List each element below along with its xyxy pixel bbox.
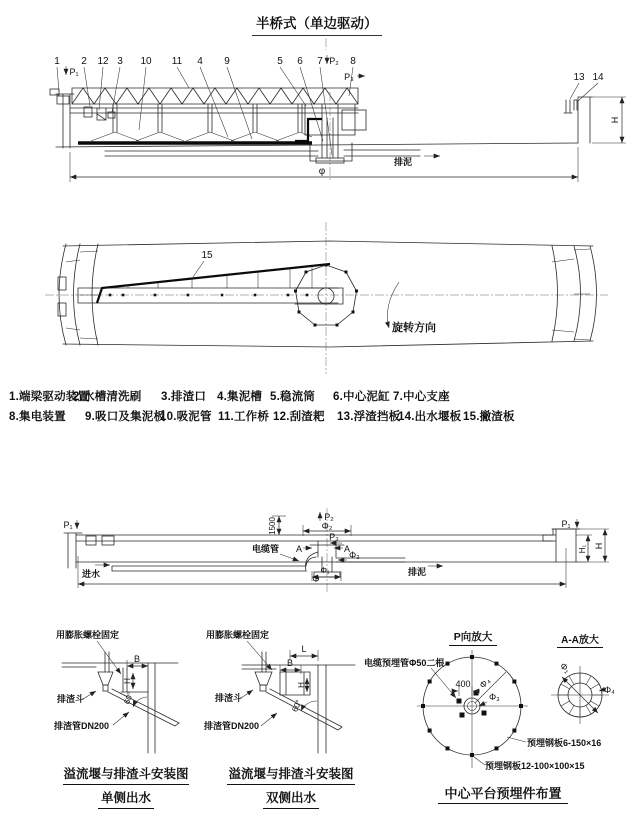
d2-dim-l xyxy=(290,644,318,661)
callout-15-leader xyxy=(193,261,204,277)
dim-h1-right xyxy=(576,529,609,562)
legend-item: 3.排渣口 xyxy=(161,391,207,403)
lower-pipes xyxy=(112,552,405,571)
aa-phi4-label: Φ₄ xyxy=(604,685,615,695)
p1-left-label: P₁ xyxy=(63,520,73,530)
p-plate1-note: 预埋钢板6-150×16 xyxy=(527,738,602,748)
plan-view xyxy=(45,222,608,374)
dim-h-label: H xyxy=(610,116,620,124)
d1-pipe-leader xyxy=(113,712,129,725)
phi-label: Φ xyxy=(312,574,320,584)
d1-bolt-note: 用膨胀螺栓固定 xyxy=(56,630,120,640)
d2-angle-label: 60° xyxy=(290,698,304,714)
top-elevation-view xyxy=(50,38,626,182)
sludge-out-text: 排泥 xyxy=(394,157,413,167)
cable-leader xyxy=(280,554,299,561)
callout-10: 10 xyxy=(140,56,152,67)
p-plate2-note: 预埋钢板12-100×100×15 xyxy=(485,761,585,771)
dim-H-right xyxy=(592,97,626,143)
callout-2: 2 xyxy=(81,56,87,67)
d2-hopper-leader xyxy=(241,690,253,698)
d1-h-label: H xyxy=(123,678,132,684)
center-column-assembly xyxy=(295,92,420,182)
dim-phi-label: φ xyxy=(318,166,326,177)
callout-9: 9 xyxy=(224,56,230,67)
section-a-left: A xyxy=(295,544,303,554)
h-label-lower: H xyxy=(594,542,604,550)
plan-tank-walls xyxy=(58,241,597,347)
p-cable-leader xyxy=(431,668,456,698)
aa-linework xyxy=(551,666,609,724)
legend-item: 14.出水堰板 xyxy=(398,411,462,423)
d2-l-label: L xyxy=(301,644,307,654)
d2-pipe-leader xyxy=(261,713,277,726)
dim-h-right-lower xyxy=(594,529,605,562)
p3-label-top: P₃ xyxy=(344,72,354,82)
dim-1500 xyxy=(268,516,286,535)
sludge-out-label-top xyxy=(393,156,440,167)
rotation-direction xyxy=(387,282,436,334)
callout-14: 14 xyxy=(592,72,604,83)
p-400-label: 400 xyxy=(455,679,471,689)
d1-dim-b xyxy=(127,654,148,670)
d1-hopper-leader xyxy=(83,691,96,699)
dim-phi2 xyxy=(303,521,351,536)
legend-item: 11.工作桥 xyxy=(218,411,270,423)
legend-item: 4.集泥槽 xyxy=(217,391,263,403)
legend-item: 10.吸泥管 xyxy=(160,411,212,423)
legend-item: 1.端梁驱动装置 xyxy=(9,391,90,403)
legend-item: 8.集电装置 xyxy=(9,411,66,423)
p-phi3-leader xyxy=(479,702,487,706)
callout-6: 6 xyxy=(297,56,303,67)
callout-3: 3 xyxy=(117,56,123,67)
p1-right-label: P₁ xyxy=(561,519,571,529)
legend-item: 6.中心泥缸 xyxy=(333,391,390,403)
d2-bolt-note: 用膨胀螺栓固定 xyxy=(206,630,270,640)
legend-item: 2.水槽清洗刷 xyxy=(73,391,142,403)
legend-item: 7.中心支座 xyxy=(393,391,450,403)
skimmer-blade xyxy=(97,264,330,303)
detail-single-outlet xyxy=(53,629,179,753)
caption-subtitle: 双侧出水 xyxy=(263,788,319,809)
caption-title: 溢流堰与排渣斗安装图 xyxy=(63,764,189,785)
p2-label-top: P₂ xyxy=(329,56,339,66)
p-phi4-label: Φ₄ xyxy=(477,675,493,691)
p-phi3-label: Φ₃ xyxy=(489,692,500,702)
detail-aa-enlarged xyxy=(551,661,615,724)
d1-hopper-label: 排渣斗 xyxy=(57,694,85,704)
callout-7: 7 xyxy=(317,56,323,67)
callout-5: 5 xyxy=(277,56,283,67)
legend-item: 13.浮渣挡板 xyxy=(337,411,401,423)
lower-tank-outline xyxy=(64,529,586,568)
caption-aa-view: A-A放大 xyxy=(557,631,603,648)
callout-4: 4 xyxy=(197,56,203,67)
detail-double-outlet xyxy=(203,629,355,753)
callout-13: 13 xyxy=(573,72,585,83)
legend-item: 9.吸口及集泥板 xyxy=(85,411,166,423)
caption-subtitle: 单侧出水 xyxy=(98,788,154,809)
d1-dim-h xyxy=(123,673,133,689)
aa-phi1-label: Φ₁ xyxy=(557,660,573,676)
d2-h-label: H xyxy=(297,682,306,688)
d1-b-label: B xyxy=(133,654,141,664)
d2-hopper-label: 排渣斗 xyxy=(215,693,243,703)
section-a-right: A xyxy=(343,544,351,554)
phi2-label: Φ₂ xyxy=(321,521,333,531)
lower-elevation-view xyxy=(63,508,609,592)
legend-item: 12.刮渣耙 xyxy=(273,411,325,423)
phi1-label: Φ₁ xyxy=(320,566,330,575)
p-cable-note: 电缆预埋管Φ50二根 xyxy=(364,658,445,668)
p-plate1-leader xyxy=(507,737,526,742)
d1-angle-label: 60° xyxy=(122,690,135,706)
dim-diameter-bottom xyxy=(70,147,578,182)
p3-label: P₃ xyxy=(329,532,339,542)
phi3-label: Φ₃ xyxy=(349,550,360,560)
sludge-label-lower: 排泥 xyxy=(408,567,427,577)
d2-pipe-label: 排渣管DN200 xyxy=(204,721,260,731)
callout-8: 8 xyxy=(350,56,356,67)
callout-15: 15 xyxy=(201,250,213,261)
caption-center-platform: 中心平台预埋件布置 xyxy=(438,783,568,804)
plan-bridge xyxy=(78,288,338,303)
inlet-label: 进水 xyxy=(82,569,101,579)
callout-12: 12 xyxy=(97,56,109,67)
callout-11: 11 xyxy=(171,56,183,67)
d2-dim-h xyxy=(297,678,307,692)
legend-item: 15.撇渣板 xyxy=(463,411,515,423)
d1-pipe-label: 排渣管DN200 xyxy=(54,721,110,731)
d2-bolt-leader xyxy=(247,641,272,670)
legend-item: 5.稳流筒 xyxy=(270,391,316,403)
rotation-label: 旋转方向 xyxy=(392,322,436,334)
caption-single-outlet xyxy=(63,764,189,809)
p2-label: P₂ xyxy=(324,512,334,522)
p1-label-top: P₁ xyxy=(69,67,79,77)
caption-title: 溢流堰与排渣斗安装图 xyxy=(227,764,355,785)
d2-b-label: B xyxy=(286,658,294,668)
h1-label: H₁ xyxy=(578,544,587,554)
page-title: 半桥式（单边驱动） xyxy=(252,12,382,36)
cable-label: 电缆管 xyxy=(252,544,280,554)
caption-double-outlet xyxy=(227,764,355,809)
dim-1500-label: 1500 xyxy=(268,517,277,535)
p-plate2-leader xyxy=(474,757,485,765)
caption-p-view: P向放大 xyxy=(449,629,497,646)
callout-1: 1 xyxy=(54,56,60,67)
